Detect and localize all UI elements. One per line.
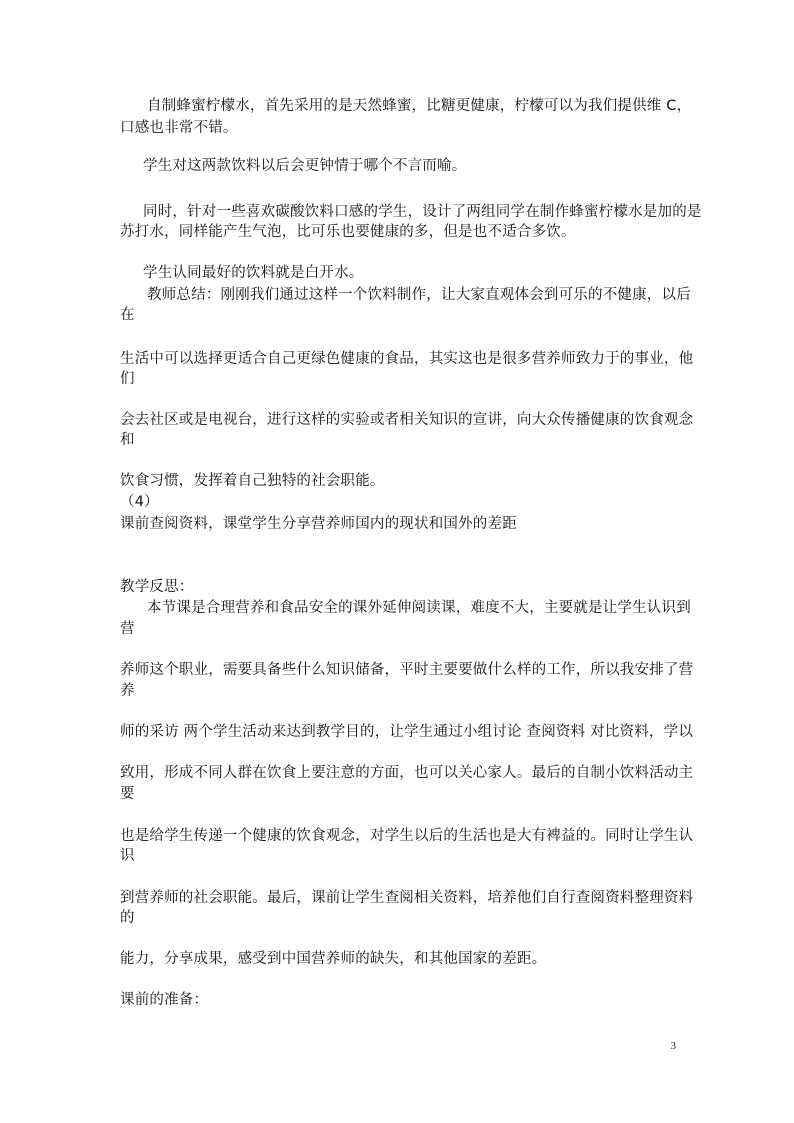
- paragraph-line: 养: [120, 683, 135, 699]
- paragraph-line: 教师总结：刚刚我们通过这样一个饮料制作，让大家直观体会到可乐的不健康，以后: [147, 287, 691, 303]
- page-number: 3: [670, 1040, 676, 1052]
- paragraph-line: 识: [120, 848, 135, 864]
- paragraph-line: 饮食习惯，发挥着自己独特的社会职能。: [120, 473, 385, 489]
- paragraph-line: 要: [120, 786, 135, 802]
- paragraph-line: 营: [120, 621, 135, 637]
- section-heading: 教学反思：: [120, 579, 194, 595]
- paragraph-line: 会去社区或是电视台，进行这样的实验或者相关知识的宣讲，向大众传播健康的饮食观念: [120, 412, 694, 428]
- paragraph-line: 能力，分享成果，感受到中国营养师的缺失，和其他国家的差距。: [120, 951, 547, 967]
- paragraph-line: 师的采访 两个学生活动来达到教学目的，让学生通过小组讨论 查阅资料 对比资料，学以: [120, 724, 694, 740]
- paragraph-line: 学生认同最好的饮料就是白开水。: [143, 265, 364, 281]
- paragraph-line: 也是给学生传递一个健康的饮食观念，对学生以后的生活也是大有裨益的。同时让学生认: [120, 828, 694, 844]
- paragraph-line: 在: [120, 307, 135, 323]
- paragraph-line: 同时，针对一些喜欢碳酸饮料口感的学生，设计了两组同学在制作蜂蜜柠檬水是加的是: [143, 204, 702, 220]
- paragraph-line: 生活中可以选择更适合自己更绿色健康的食品，其实这也是很多营养师致力于的事业，他: [120, 351, 694, 367]
- paragraph-line: 的: [120, 910, 135, 926]
- paragraph-line: 口感也非常不错。: [120, 120, 238, 136]
- paragraph-line: 到营养师的社会职能。最后，课前让学生查阅相关资料，培养他们自行查阅资料整理资料: [120, 890, 694, 906]
- paragraph-line: 学生对这两款饮料以后会更钟情于哪个不言而喻。: [143, 158, 467, 174]
- paragraph-line: 和: [120, 432, 135, 448]
- section-heading: 课前的准备：: [120, 992, 209, 1008]
- paragraph-line: 课前查阅资料，课堂学生分享营养师国内的现状和国外的差距: [120, 516, 517, 532]
- paragraph-line: 致用，形成不同人群在饮食上要注意的方面，也可以关心家人。最后的自制小饮料活动主: [120, 765, 694, 781]
- paragraph-line: 自制蜂蜜柠檬水，首先采用的是天然蜂蜜，比糖更健康，柠檬可以为我们提供维 C，: [147, 98, 692, 114]
- section-number: （4）: [120, 494, 159, 510]
- paragraph-line: 苏打水，同样能产生气泡，比可乐也要健康的多，但是也不适合多饮。: [120, 224, 576, 240]
- paragraph-line: 养师这个职业，需要具备些什么知识储备，平时主要要做什么样的工作，所以我安排了营: [120, 662, 694, 678]
- paragraph-line: 们: [120, 371, 135, 387]
- paragraph-line: 本节课是合理营养和食品安全的课外延伸阅读课，难度不大，主要就是让学生认识到: [147, 600, 691, 616]
